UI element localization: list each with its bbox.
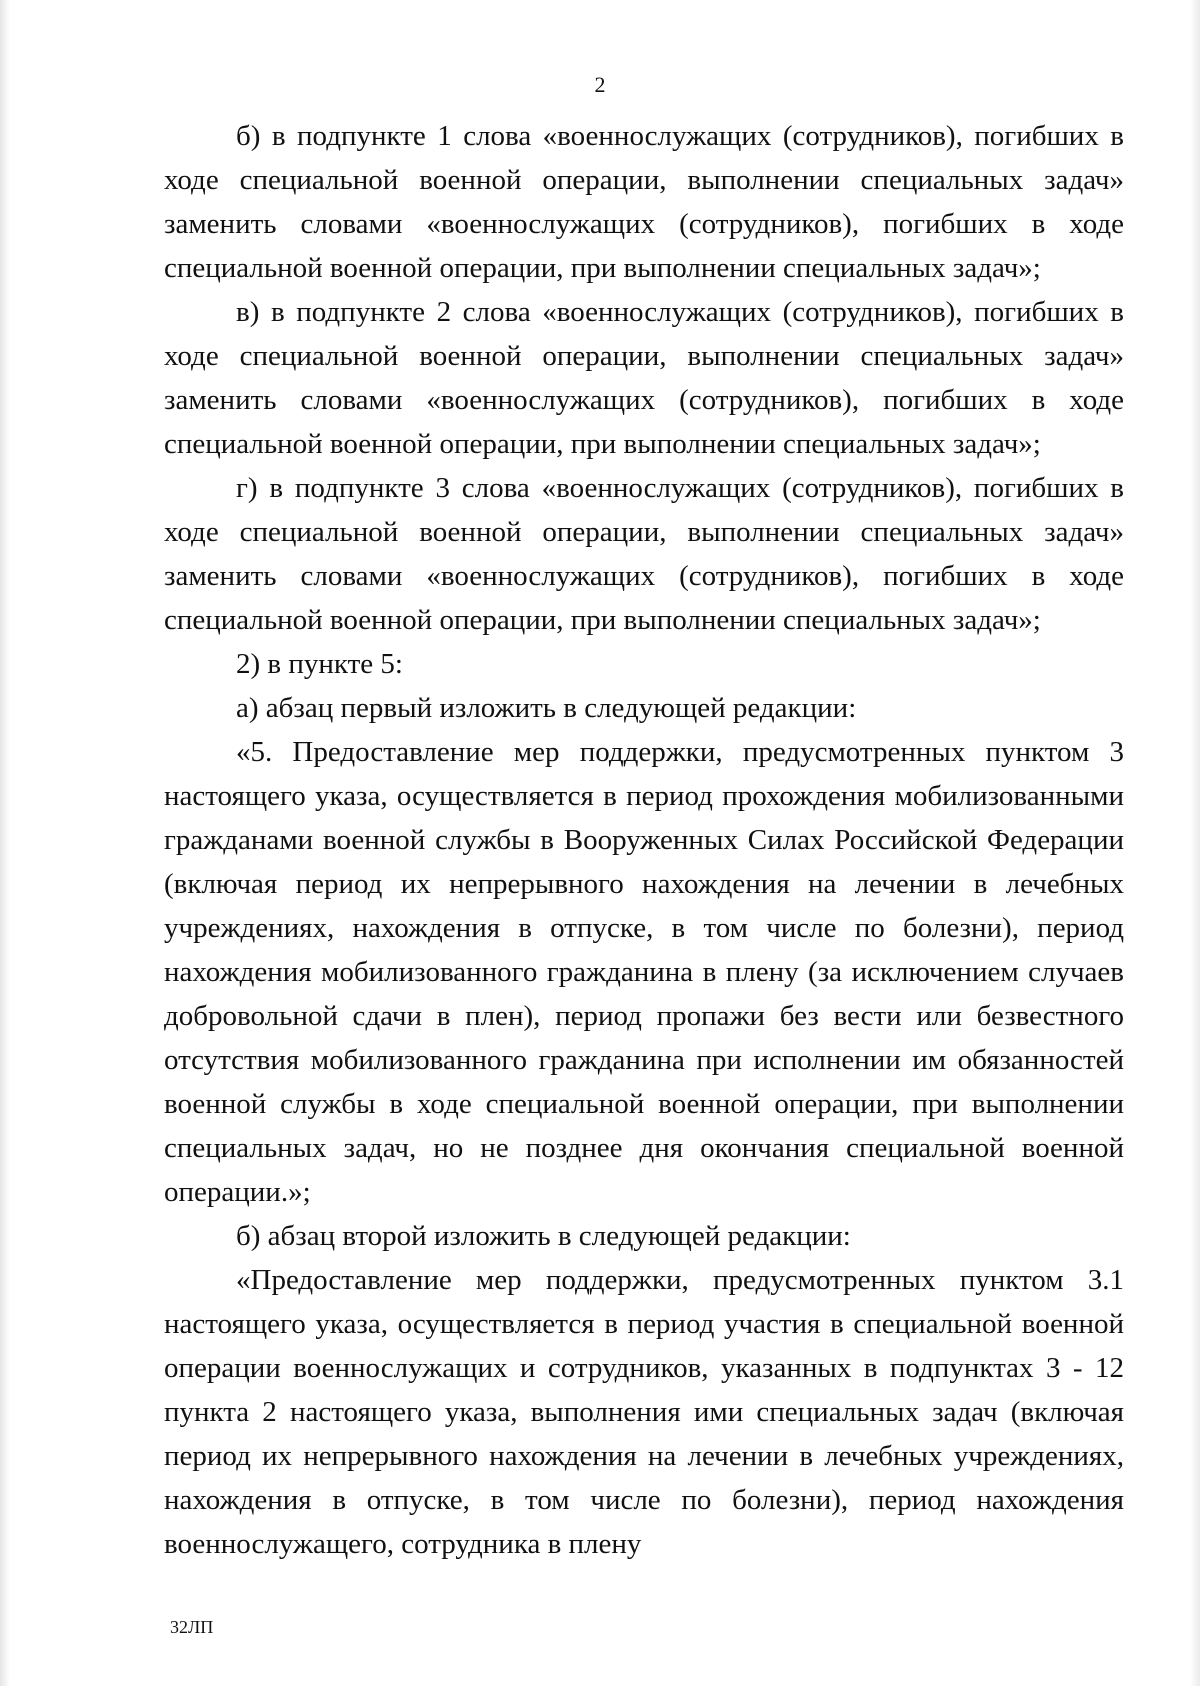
paragraph-point-5-text: «5. Предоставление мер поддержки, предусмотренных пунктом 3 настоящего указа, осуществляется в период прохождения мобилизованными гражданами военной службы в Вооруженных Силах Российской Федерации (включая период их непрерывного нахождения на лечении в лечебных учреждениях, нахождения в отпуске, в том числе по болезни), период нахождения мобилизованного гражданина в плену (за исключением случаев добровольной сдачи в плен), период пропажи без вести или безвестного отсутствия мобилизованного гражданина при исполнении им обязанностей военной службы в ходе специальной военной операции, при выполнении специальных задач, но не позднее дня окончания специальной военной операции.»; [164, 736, 1124, 1208]
paragraph-point-5-heading: 2) в пункте 5: [236, 648, 403, 680]
scan-edge-left [0, 0, 10, 1686]
paragraph-amendment-g: г) в подпункте 3 слова «военнослужащих (сотрудников), погибших в ходе специальной военной операции, выполнении специальных задач» заменить словами «военнослужащих (сотрудников), погибших в ходе специальной военной операции, при выполнении специальных задач»; [164, 472, 1124, 636]
footer-code: 32ЛП [170, 1617, 214, 1637]
paragraph-amendment-b: б) в подпункте 1 слова «военнослужащих (сотрудников), погибших в ходе специальной военной операции, выполнении специальных задач» заменить словами «военнослужащих (сотрудников), погибших в ходе специальной военной операции, при выполнении специальных задач»; [164, 120, 1124, 284]
page-number: 2 [594, 72, 606, 97]
paragraph-second-abzac-text: «Предоставление мер поддержки, предусмотренных пунктом 3.1 настоящего указа, осуществляется в период участия в специальной военной операции военнослужащих и сотрудников, указанных в подпунктах 3 - 12 пункта 2 настоящего указа, выполнения ими специальных задач (включая период их непрерывного нахождения на лечении в лечебных учреждениях, нахождения в отпуске, в том числе по болезни), период нахождения военнослужащего, сотрудника в плену [164, 1264, 1124, 1560]
paragraph-second-abzac-heading: б) абзац второй изложить в следующей редакции: [236, 1220, 851, 1252]
scan-edge-right [1190, 0, 1200, 1686]
paragraph-first-abzac-heading: а) абзац первый изложить в следующей редакции: [236, 692, 857, 724]
paragraph-amendment-v: в) в подпункте 2 слова «военнослужащих (сотрудников), погибших в ходе специальной военной операции, выполнении специальных задач» заменить словами «военнослужащих (сотрудников), погибших в ходе специальной военной операции, при выполнении специальных задач»; [164, 296, 1124, 460]
document-body [164, 114, 1124, 1566]
